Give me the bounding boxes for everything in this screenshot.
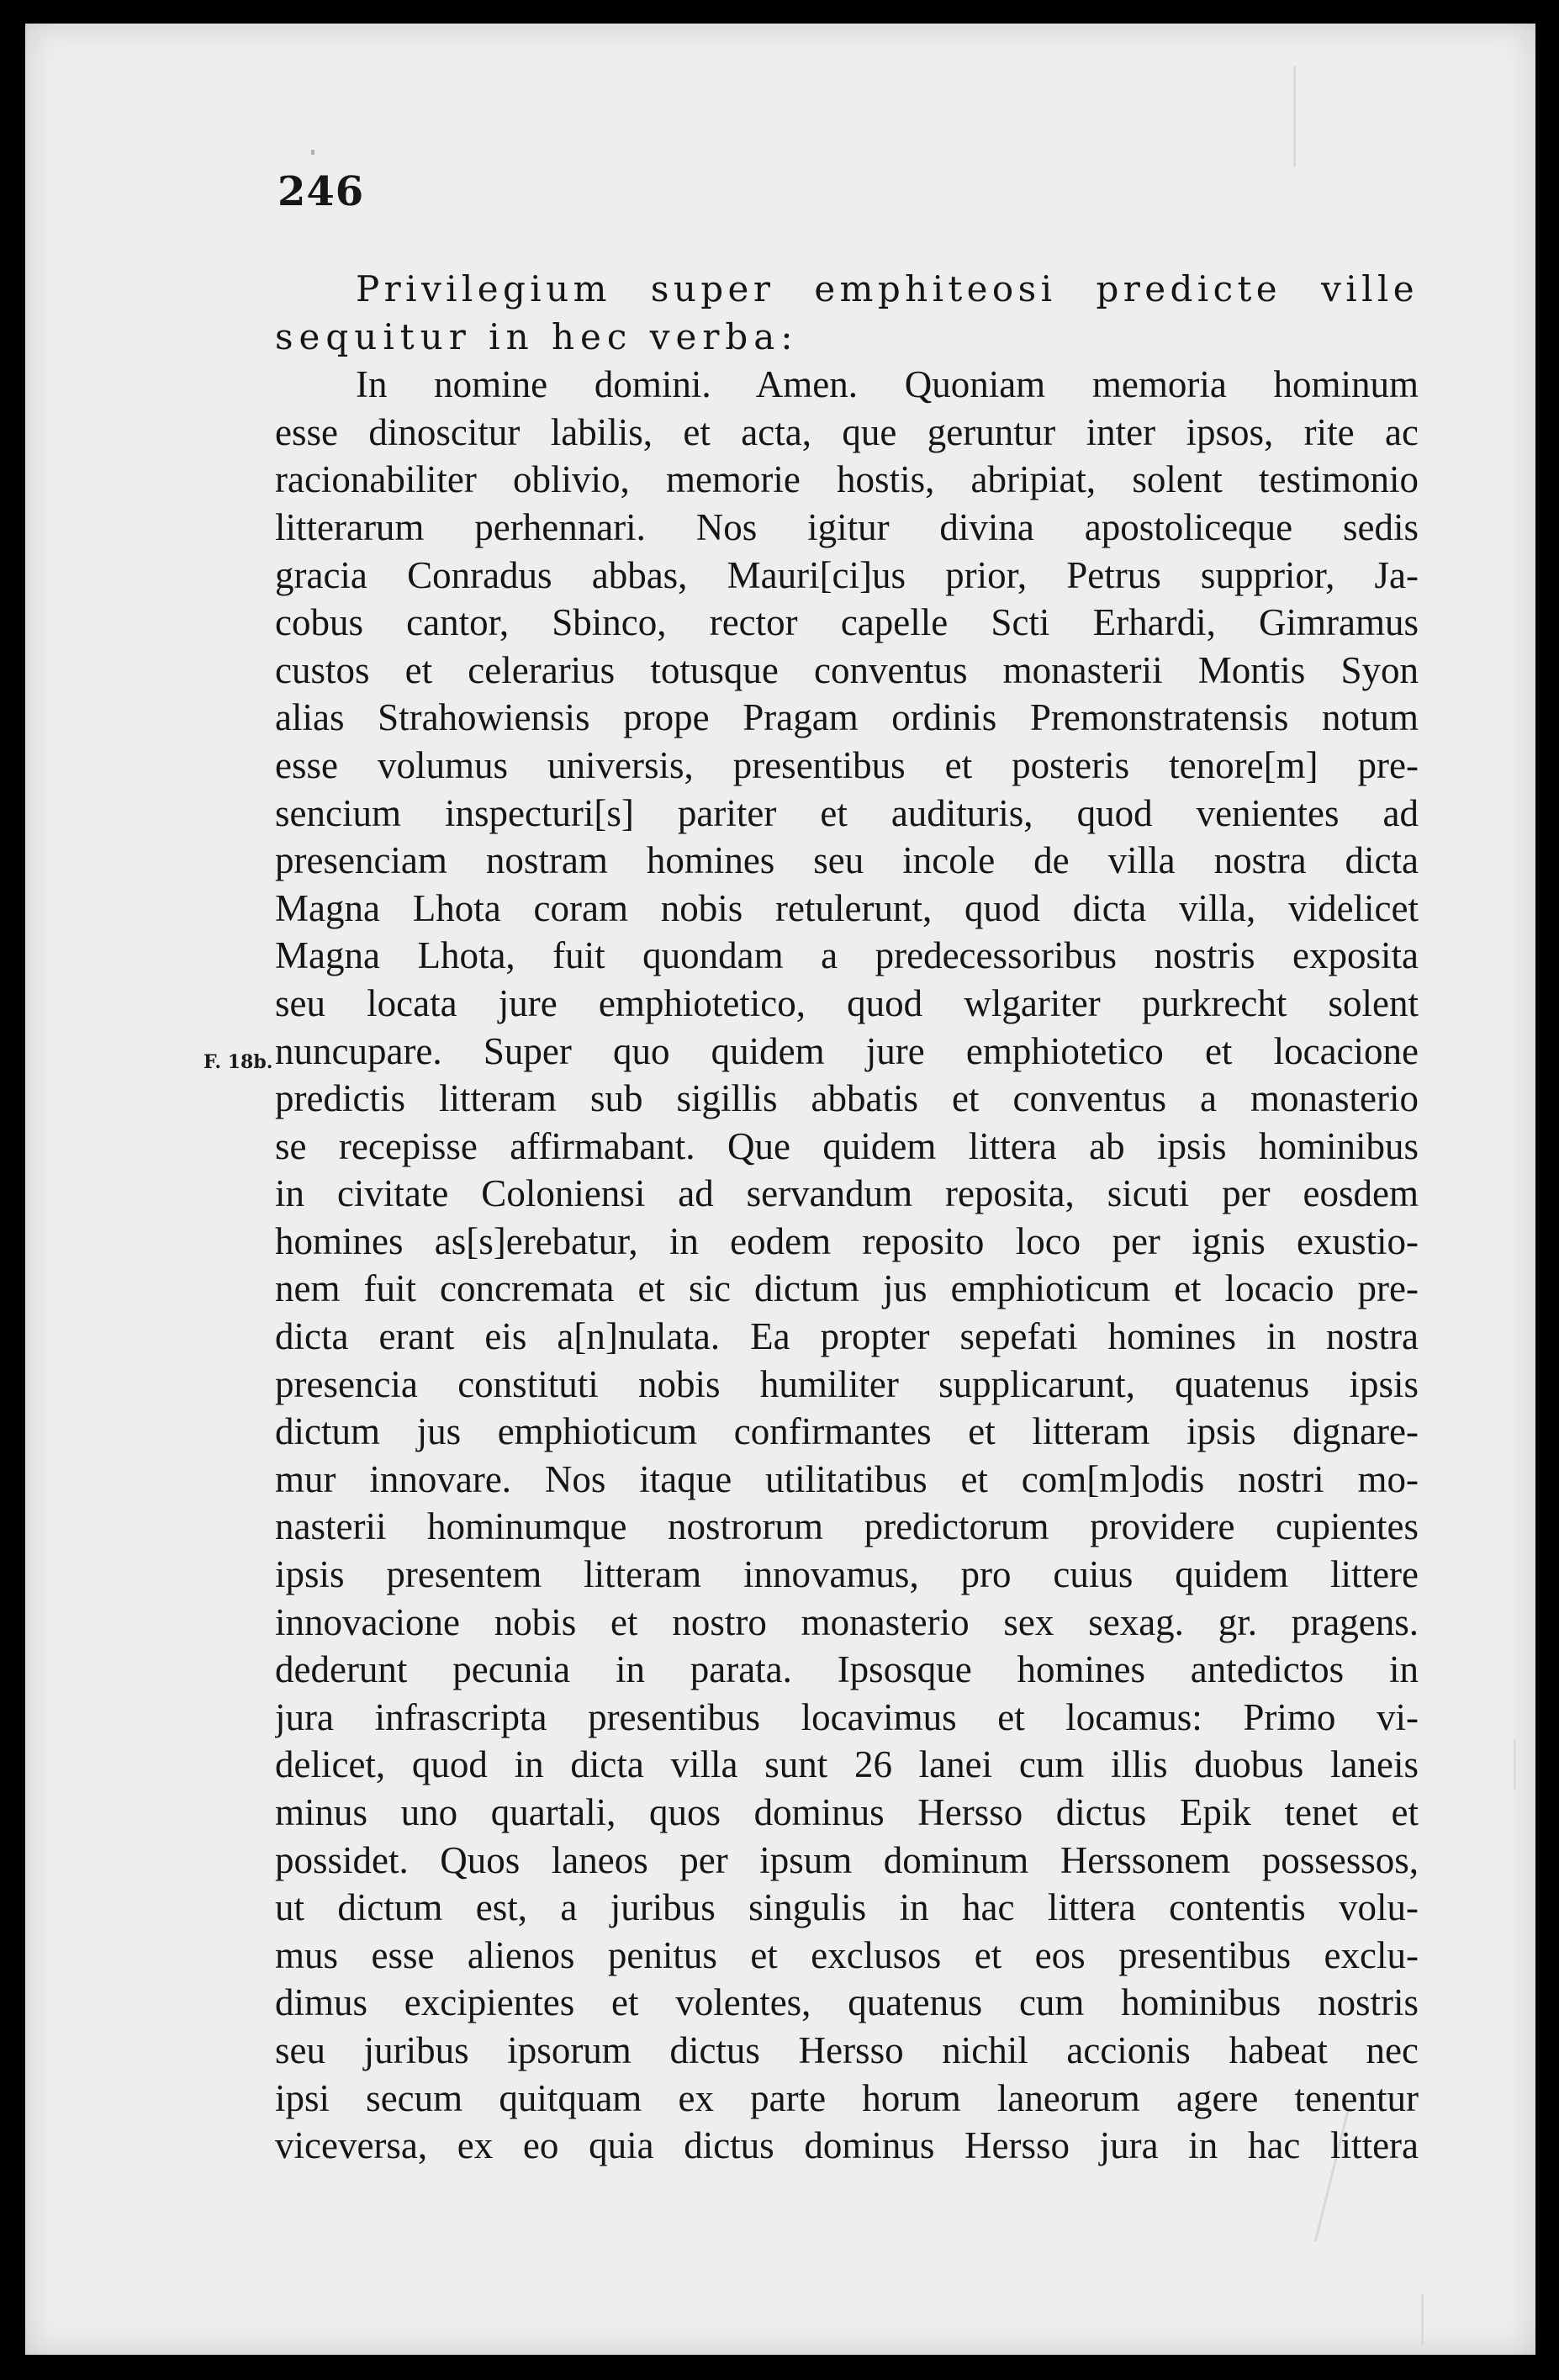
heading-line: Privilegium super emphiteosi predicte ville: [356, 268, 1419, 309]
text-line: possidet. Quos laneos per ipsum dominum Herssonem possessos,: [275, 1838, 1419, 1881]
marginal-folio-note: F. 18b.: [203, 1051, 273, 1073]
text-line: dederunt pecunia in parata. Ipsosque homines antedictos in: [275, 1648, 1419, 1691]
text-line: viceversa, ex eo quia dictus dominus Hersso jura in hac littera: [275, 2124, 1419, 2167]
text-line: Magna Lhota, fuit quondam a predecessoribus nostris exposita: [275, 934, 1419, 977]
text-line: dicta erant eis a[n]nulata. Ea propter sepefati homines in nostra: [275, 1315, 1419, 1358]
scan-mark: [1421, 2294, 1424, 2345]
text-line: seu juribus ipsorum dictus Hersso nichil accionis habeat nec: [275, 2028, 1419, 2071]
text-line: predictis litteram sub sigillis abbatis et conventus a monasterio: [275, 1077, 1419, 1120]
scan-mark: [1514, 1739, 1516, 1790]
text-line: jura infrascripta presentibus locavimus et locamus: Primo vi-: [275, 1695, 1419, 1738]
text-line: presenciam nostram homines seu incole de villa nostra dicta: [275, 839, 1419, 882]
text-line: custos et celerarius totusque conventus monasterii Montis Syon: [275, 648, 1419, 691]
text-line: mur innovare. Nos itaque utilitatibus et com[m]odis nostri mo-: [275, 1457, 1419, 1500]
text-line: minus uno quartali, quos dominus Hersso dictus Epik tenet et: [275, 1791, 1419, 1833]
heading-line: sequitur in hec verba:: [275, 315, 799, 357]
text-line: presencia constituti nobis humiliter supplicarunt, quatenus ipsis: [275, 1362, 1419, 1405]
text-line: se recepisse affirmabant. Que quidem littera ab ipsis hominibus: [275, 1124, 1419, 1167]
text-line: litterarum perhennari. Nos igitur divina apostoliceque sedis: [275, 505, 1419, 548]
page-number: 246: [277, 168, 365, 215]
text-line: delicet, quod in dicta villa sunt 26 lanei cum illis duobus laneis: [275, 1743, 1419, 1786]
text-line: homines as[s]erebatur, in eodem reposito loco per ignis exustio-: [275, 1219, 1419, 1262]
text-line: ut dictum est, a juribus singulis in hac littera contentis volu-: [275, 1886, 1419, 1929]
text-line: esse dinoscitur labilis, et acta, que geruntur inter ipsos, rite ac: [275, 410, 1419, 453]
text-line: racionabiliter oblivio, memorie hostis, abripiat, solent testimonio: [275, 458, 1419, 501]
body-text: [275, 266, 1419, 2170]
text-line: mus esse alienos penitus et exclusos et eos presentibus exclu-: [275, 1933, 1419, 1976]
scan-mark: [1293, 66, 1296, 167]
text-line: nuncupare. Super quo quidem jure emphiotetico et locacione: [275, 1029, 1419, 1072]
scanned-page: [25, 24, 1535, 2355]
text-line: dimus excipientes et volentes, quatenus cum hominibus nostris: [275, 1981, 1419, 2024]
text-line: cobus cantor, Sbinco, rector capelle Scti Erhardi, Gimramus: [275, 601, 1419, 644]
scan-mark: [311, 150, 314, 155]
text-line: alias Strahowiensis prope Pragam ordinis Premonstratensis notum: [275, 696, 1419, 739]
text-line: innovacione nobis et nostro monasterio sex sexag. gr. pragens.: [275, 1600, 1419, 1643]
text-line: ipsi secum quitquam ex parte horum laneorum agere tenentur: [275, 2076, 1419, 2119]
text-line: gracia Conradus abbas, Mauri[ci]us prior, Petrus supprior, Ja-: [275, 553, 1419, 596]
text-line: nem fuit concremata et sic dictum jus emphioticum et locacio pre-: [275, 1267, 1419, 1310]
text-line: seu locata jure emphiotetico, quod wlgariter purkrecht solent: [275, 981, 1419, 1024]
text-line: in civitate Coloniensi ad servandum reposita, sicuti per eosdem: [275, 1172, 1419, 1215]
text-line: Magna Lhota coram nobis retulerunt, quod dicta villa, videlicet: [275, 886, 1419, 929]
text-line: dictum jus emphioticum confirmantes et litteram ipsis dignare-: [275, 1410, 1419, 1453]
text-line: nasterii hominumque nostrorum predictorum providere cupientes: [275, 1505, 1419, 1548]
text-line: In nomine domini. Amen. Quoniam memoria hominum: [356, 363, 1419, 406]
text-line: sencium inspecturi[s] pariter et audituris, quod venientes ad: [275, 791, 1419, 834]
text-line: esse volumus universis, presentibus et posteris tenore[m] pre-: [275, 743, 1419, 786]
text-line: ipsis presentem litteram innovamus, pro cuius quidem littere: [275, 1553, 1419, 1596]
